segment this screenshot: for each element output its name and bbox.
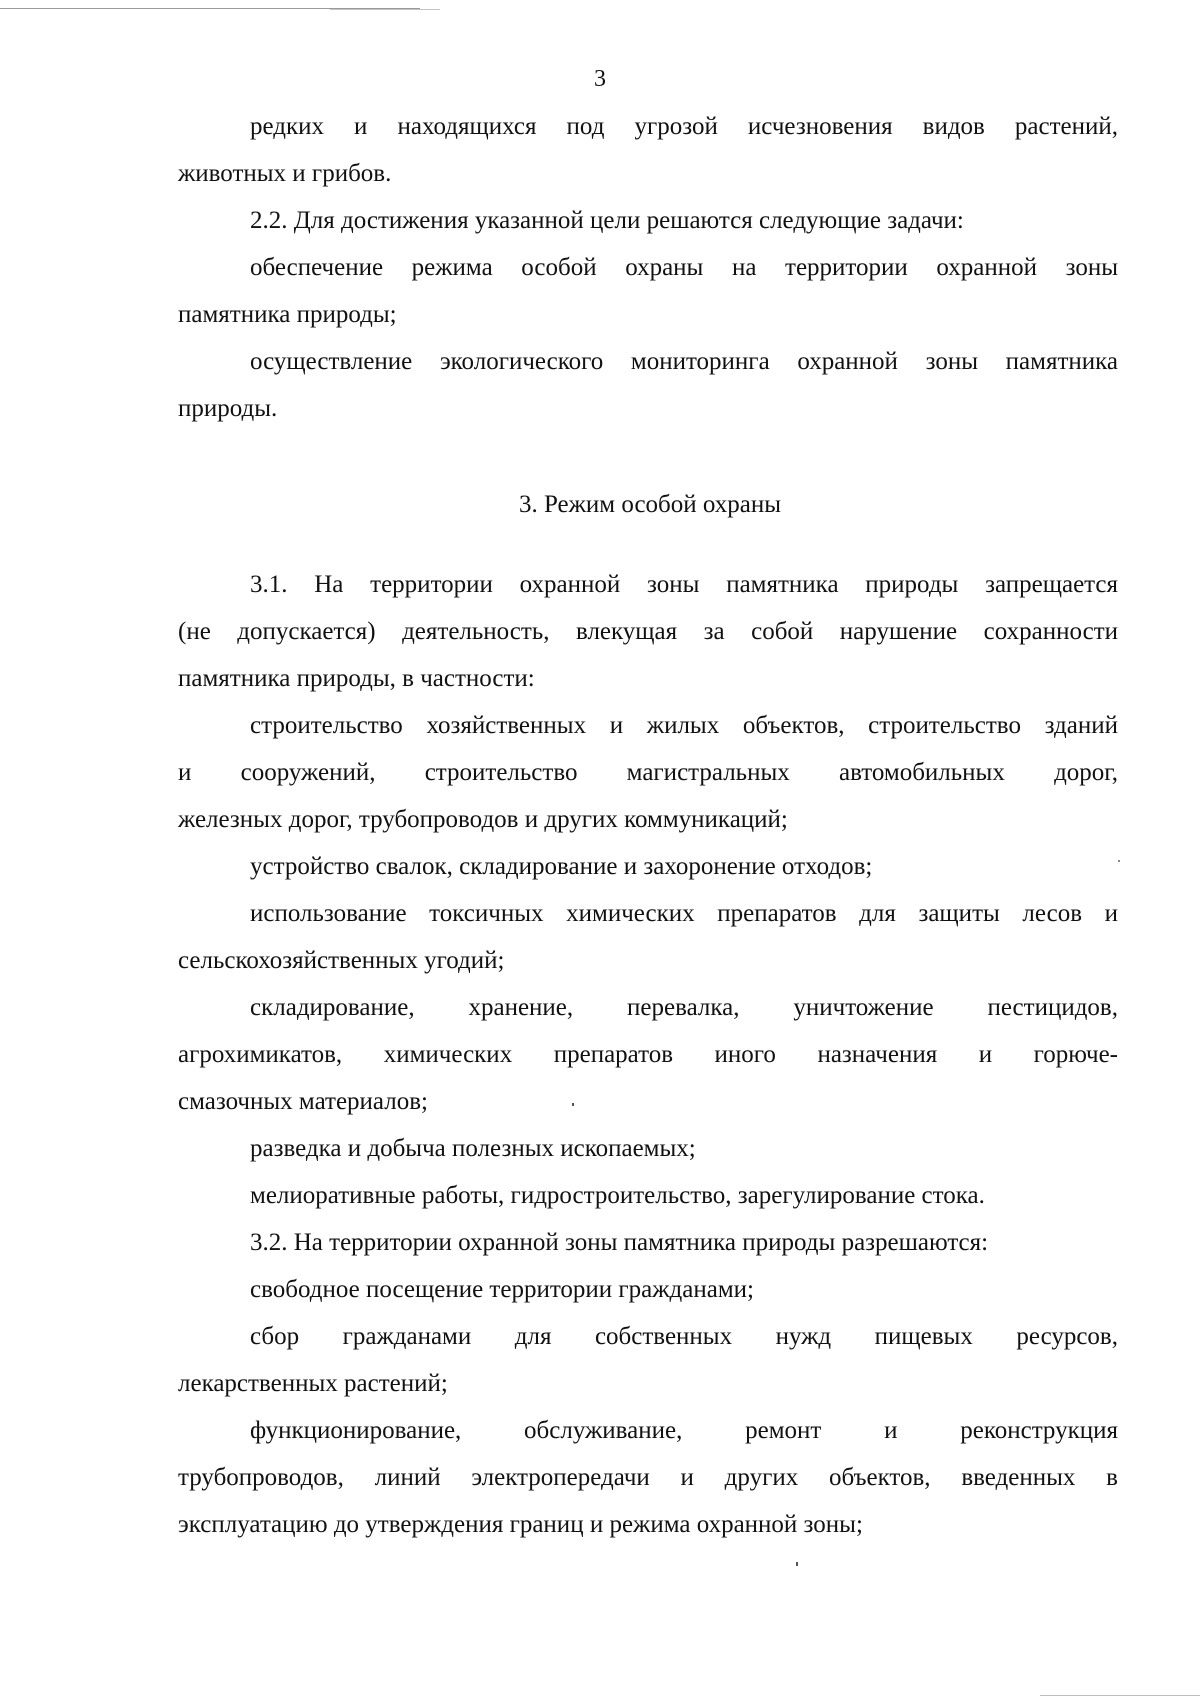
text-line: мелиоративные работы, гидростроительство, зарегулирование стока. <box>250 1182 985 1209</box>
text-line: эксплуатацию до утверждения границ и режима охранной зоны; <box>178 1511 863 1538</box>
body-text-section-3 <box>178 561 1118 1548</box>
text-line: лекарственных растений; <box>178 1370 448 1397</box>
paragraph <box>178 1266 1118 1313</box>
paragraph <box>178 561 1118 702</box>
paragraph <box>178 843 1118 890</box>
text-line: устройство свалок, складирование и захоронение отходов; <box>250 853 873 880</box>
paragraph <box>178 1172 1118 1219</box>
paragraph <box>178 244 1118 338</box>
text-line: функционирование, обслуживание, ремонт и реконструкция <box>250 1417 1118 1444</box>
text-line: использование токсичных химических препаратов для защиты лесов и <box>250 900 1118 927</box>
paragraph <box>178 702 1118 843</box>
text-line: строительство хозяйственных и жилых объектов, строительство зданий <box>250 712 1118 739</box>
page-number: 3 <box>594 66 606 92</box>
text-line: агрохимикатов, химических препаратов иного назначения и горюче- <box>178 1041 1118 1068</box>
scan-speck <box>796 1562 798 1566</box>
text-line: 3.1. На территории охранной зоны памятника природы запрещается <box>250 571 1118 598</box>
paragraph <box>178 890 1118 984</box>
scan-speck <box>1118 860 1120 862</box>
paragraph <box>178 338 1118 432</box>
text-line: сбор гражданами для собственных нужд пищевых ресурсов, <box>250 1323 1118 1350</box>
body-text-section-2 <box>178 103 1118 432</box>
paragraph <box>178 1219 1118 1266</box>
text-line: трубопроводов, линий электропередачи и других объектов, введенных в <box>178 1464 1118 1491</box>
text-line: разведка и добыча полезных ископаемых; <box>250 1135 696 1162</box>
text-line: сельскохозяйственных угодий; <box>178 947 505 974</box>
text-line: обеспечение режима особой охраны на территории охранной зоны <box>250 254 1118 281</box>
paragraph <box>178 984 1118 1125</box>
text-line: складирование, хранение, перевалка, уничтожение пестицидов, <box>250 994 1118 1021</box>
section-heading: 3. Режим особой охраны <box>518 491 782 518</box>
text-line: 2.2. Для достижения указанной цели решаются следующие задачи: <box>250 207 964 234</box>
text-line: природы. <box>178 395 278 422</box>
paragraph <box>178 1313 1118 1407</box>
text-line: редких и находящихся под угрозой исчезновения видов растений, <box>250 113 1118 140</box>
text-line: памятника природы; <box>178 301 397 328</box>
text-line: железных дорог, трубопроводов и других коммуникаций; <box>178 806 788 833</box>
paragraph <box>178 1125 1118 1172</box>
scan-artifact-line <box>330 9 440 10</box>
text-line: и сооружений, строительство магистральных автомобильных дорог, <box>178 759 1118 786</box>
text-line: 3.2. На территории охранной зоны памятника природы разрешаются: <box>250 1229 989 1256</box>
paragraph <box>178 197 1118 244</box>
scan-artifact-line <box>1040 1695 1200 1696</box>
text-line: памятника природы, в частности: <box>178 665 535 692</box>
paragraph <box>178 1407 1118 1548</box>
text-line: животных и грибов. <box>178 160 392 187</box>
text-line: (не допускается) деятельность, влекущая за собой нарушение сохранности <box>178 618 1118 645</box>
text-line: свободное посещение территории гражданами; <box>250 1276 754 1303</box>
text-line: осуществление экологического мониторинга охранной зоны памятника <box>250 348 1118 375</box>
paragraph <box>178 103 1118 197</box>
text-line: смазочных материалов; <box>178 1088 428 1115</box>
